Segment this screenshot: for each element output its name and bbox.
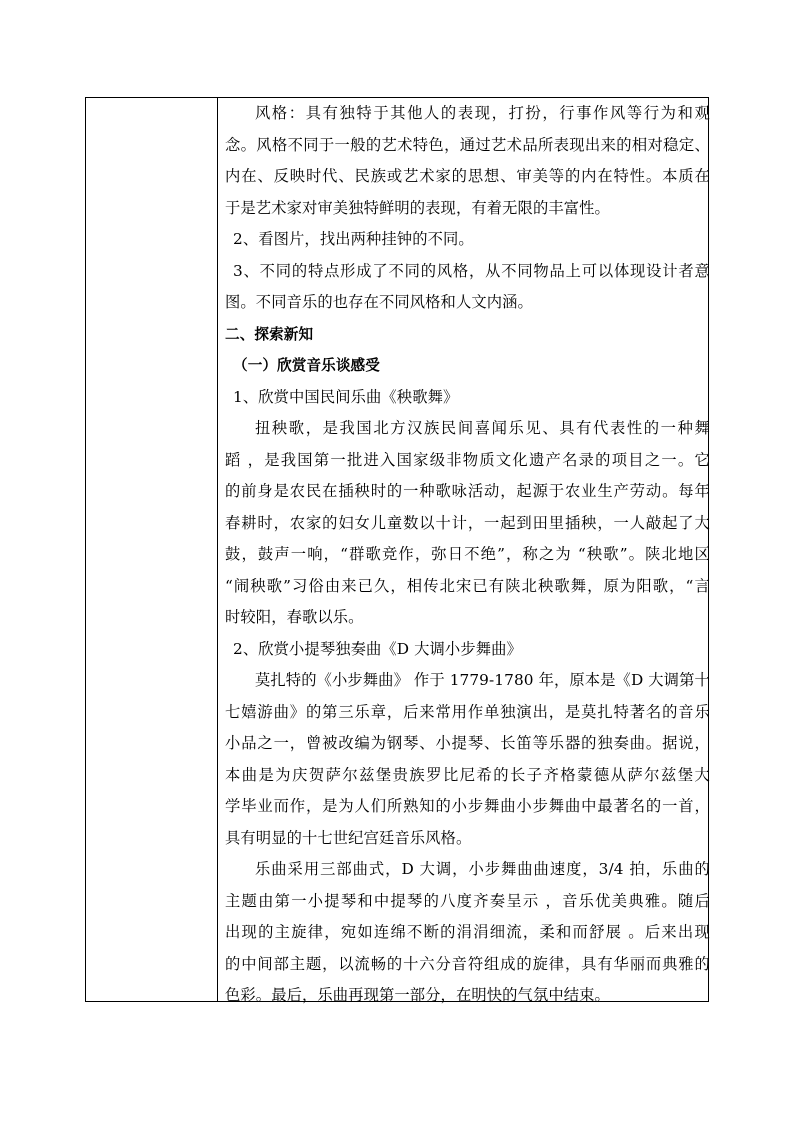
lesson-table (85, 97, 709, 1002)
paragraph-line: 扭秧歌，是我国北方汉族民间喜闻乐见、具有代表性的一种舞 (255, 419, 710, 437)
paragraph-line: 蹈 ，是我国第一批进入国家级非物质文化遗产名录的项目之一。它 (225, 450, 710, 469)
paragraph-line: 小品之一，曾被改编为钢琴、小提琴、长笛等乐器的独奏曲。据说， (225, 734, 710, 752)
subsection-heading: （一）欣赏音乐谈感受 (233, 357, 380, 374)
paragraph-line: 1、欣赏中国民间乐曲《秧歌舞》 (233, 387, 459, 406)
paragraph-line: 色彩。最后，乐曲再现第一部分，在明快的气氛中结束。 (225, 986, 610, 1004)
paragraph-line: 念。风格不同于一般的艺术特色，通过艺术品所表现出来的相对稳定、 (225, 135, 710, 154)
paragraph-line: 时较阳，春歌以乐。 (225, 608, 364, 626)
paragraph-line: 3、不同的特点形成了不同的风格，从不同物品上可以体现设计者意 (233, 261, 710, 280)
paragraph-line: 鼓，鼓声一响，“群歌竞作，弥日不绝”，称之为 “秧歌”。陕北地区 (225, 545, 710, 563)
paragraph-line: 出现的主旋律，宛如连绵不断的涓涓细流，柔和而舒展 。后来出现 (225, 923, 710, 941)
paragraph-line: 春耕时，农家的妇女儿童数以十计，一起到田里插秧，一人敲起了大 (225, 513, 710, 532)
paragraph-line: 图。不同音乐的也存在不同风格和人文内涵。 (225, 293, 533, 311)
left-column-cell (86, 98, 218, 1001)
content-cell (218, 98, 716, 1004)
paragraph-line: 的前身是农民在插秧时的一种歌咏活动，起源于农业生产劳动。每年 (225, 482, 710, 500)
paragraph-line: 风格：具有独特于其他人的表现，打扮，行事作风等行为和观 (255, 104, 710, 122)
paragraph-line: 的中间部主题，以流畅的十六分音符组成的旋律，具有华丽而典雅的 (225, 954, 710, 973)
paragraph-line: 内在、反映时代、民族或艺术家的思想、审美等的内在特性。本质在 (225, 167, 710, 185)
paragraph-line: 学毕业而作，是为人们所熟知的小步舞曲小步舞曲中最著名的一首， (225, 797, 710, 815)
paragraph-line: 2、欣赏小提琴独奏曲《D 大调小步舞曲》 (233, 639, 522, 658)
paragraph-line: 本曲是为庆贺萨尔兹堡贵族罗比尼希的长子齐格蒙德从萨尔兹堡大 (225, 765, 710, 784)
paragraph-line: 七嬉游曲》的第三乐章，后来常用作单独演出，是莫扎特著名的音乐 (225, 702, 710, 721)
paragraph-line: 乐曲采用三部曲式，D 大调，小步舞曲曲速度，3/4 拍，乐曲的 (255, 860, 710, 878)
section-heading: 二、探索新知 (225, 325, 314, 343)
paragraph-line: 莫扎特的《小步舞曲》 作于 1779-1780 年，原本是《D 大调第十 (255, 671, 710, 689)
paragraph-line: 具有明显的十七世纪宫廷音乐风格。 (225, 828, 472, 847)
paragraph-line: “闹秧歌”习俗由来已久，相传北宋已有陕北秧歌舞，原为阳歌，“言 (225, 576, 710, 595)
paragraph-line: 主题由第一小提琴和中提琴的八度齐奏呈示 ，音乐优美典雅。随后 (225, 891, 710, 910)
paragraph-line: 2、看图片，找出两种挂钟的不同。 (233, 230, 474, 248)
paragraph-line: 于是艺术家对审美独特鲜明的表现，有着无限的丰富性。 (225, 198, 610, 217)
